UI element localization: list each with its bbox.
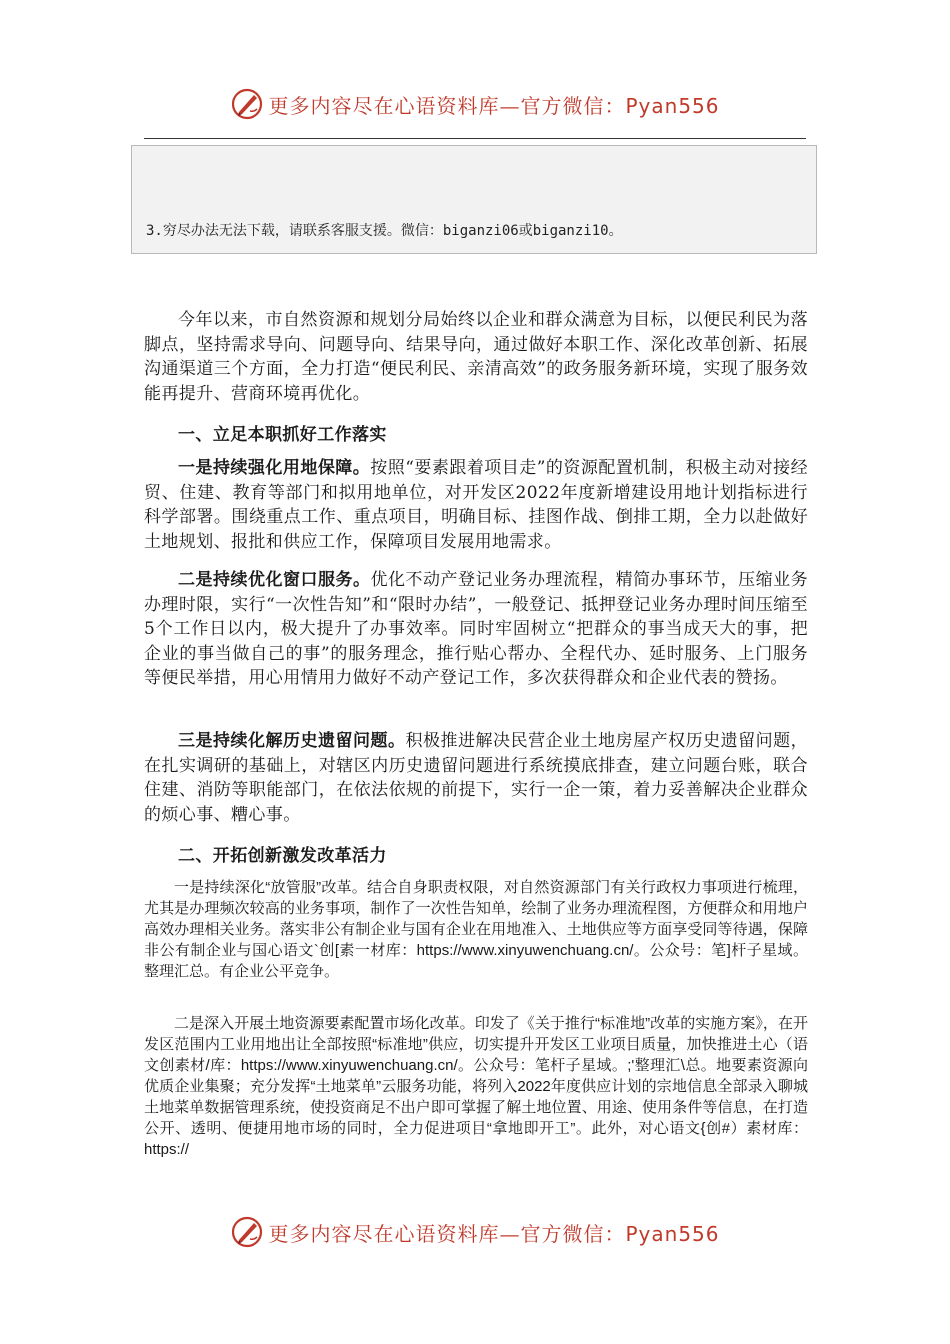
section-heading-2: 二、开拓创新激发改革活力 — [178, 846, 387, 866]
footer-banner — [0, 1212, 950, 1252]
paragraph-2-lead: 二是持续优化窗口服务。 — [178, 570, 371, 590]
paragraph-5-block — [144, 1013, 808, 1160]
section-two-block — [144, 841, 808, 866]
paragraph-window-service: 二是持续优化窗口服务。优化不动产登记业务办理流程，精简办事环节，压缩业务办理时限，实行“一次性告知”和“限时办结”，一般登记、抵押登记业务办理时间压缩至5个工作日以内，极大提升了办事效率。同时牢固树立“把群众的事当成天大的事，把企业的事当做自己的事”的服务理念，推行贴心帮办、全程代办、延时服务、上门服务等便民举措，用心用情用力做好不动产登记工作，多次获得群众和企业代表的赞扬。 — [144, 570, 808, 688]
paragraph-market-reform: 二是深入开展土地资源要素配置市场化改革。印发了《关于推行“标准地”改革的实施方案》，在开发区范围内工业用地出让全部按照“标准地”供应，切实提升开发区工业项目质量，加快推进土心（语文创素材/库：https://www.xinyuwenchuang.cn/。公众号：笔杆子星域。;'整理汇\总。地要素资源向优质企业集聚；充分发挥“土地菜单”云服务功能，将列入2022年度供应计划的宗地信息全部录入聊城土地菜单数据管理系统，使投资商足不出户即可掌握了解土地位置、用途、使用条件等信息，在打造公开、透明、便捷用地市场的同时，全力促进项目“拿地即开工”。此外，对心语文{创#）素材库：https:// — [144, 1015, 808, 1158]
section-heading-1: 一、立足本职抓好工作落实 — [178, 425, 387, 445]
paragraph-4-block — [144, 877, 808, 982]
notice-text: 3.穷尽办法无法下载，请联系客服支援。微信：biganzi06或biganzi10。 — [146, 223, 623, 239]
notice-box — [131, 145, 817, 254]
section-one-block — [144, 420, 808, 445]
paragraph-reform: 一是持续深化“放管服”改革。结合自身职责权限，对自然资源部门有关行政权力事项进行梳理，尤其是办理频次较高的业务事项，制作了一次性告知单，绘制了业务办理流程图，方便群众和用地户高效办理相关业务。落实非公有制企业与国有企业在用地准入、土地供应等方面享受同等待遇，保障非公有制企业与国心语文`创[素一材库：https://www.xinyuwenchuang.cn/。公众号：笔]杆子星域。整理汇总。有企业公平竞争。 — [144, 879, 808, 980]
pen-logo-icon — [230, 1215, 264, 1249]
banner-text: 更多内容尽在心语资料库—官方微信：Pyan556 — [268, 93, 720, 118]
paragraph-legacy-issues: 三是持续化解历史遗留问题。积极推进解决民营企业土地房屋产权历史遗留问题，在扎实调研的基础上，对辖区内历史遗留问题进行系统摸底排查，建立问题台账，联合住建、消防等职能部门，在依法依规的前提下，实行一企一策，着力妥善解决企业群众的烦心事、糟心事。 — [144, 731, 809, 825]
paragraph-land-supply: 一是持续强化用地保障。按照“要素跟着项目走”的资源配置机制，积极主动对接经贸、住建、教育等部门和拟用地单位，对开发区2022年度新增建设用地计划指标进行科学部署。围绕重点工作、重点项目，明确目标、挂图作战、倒排工期，全力以赴做好土地规划、报批和供应工作，保障项目发展用地需求。 — [144, 458, 808, 552]
paragraph-1-block — [144, 456, 808, 554]
paragraph-1-lead: 一是持续强化用地保障。 — [178, 458, 371, 478]
paragraph-2-block — [144, 568, 808, 691]
banner-text: 更多内容尽在心语资料库—官方微信：Pyan556 — [268, 1221, 720, 1246]
pen-logo-icon — [230, 87, 264, 121]
intro-paragraph-block — [144, 308, 808, 406]
paragraph-3-block — [144, 729, 808, 827]
header-divider — [144, 138, 806, 139]
header-banner — [0, 84, 950, 124]
intro-paragraph: 今年以来，市自然资源和规划分局始终以企业和群众满意为目标，以便民利民为落脚点，坚持需求导向、问题导向、结果导向，通过做好本职工作、深化改革创新、拓展沟通渠道三个方面，全力打造“便民利民、亲清高效”的政务服务新环境，实现了服务效能再提升、营商环境再优化。 — [144, 310, 808, 404]
paragraph-3-lead: 三是持续化解历史遗留问题。 — [178, 731, 406, 751]
